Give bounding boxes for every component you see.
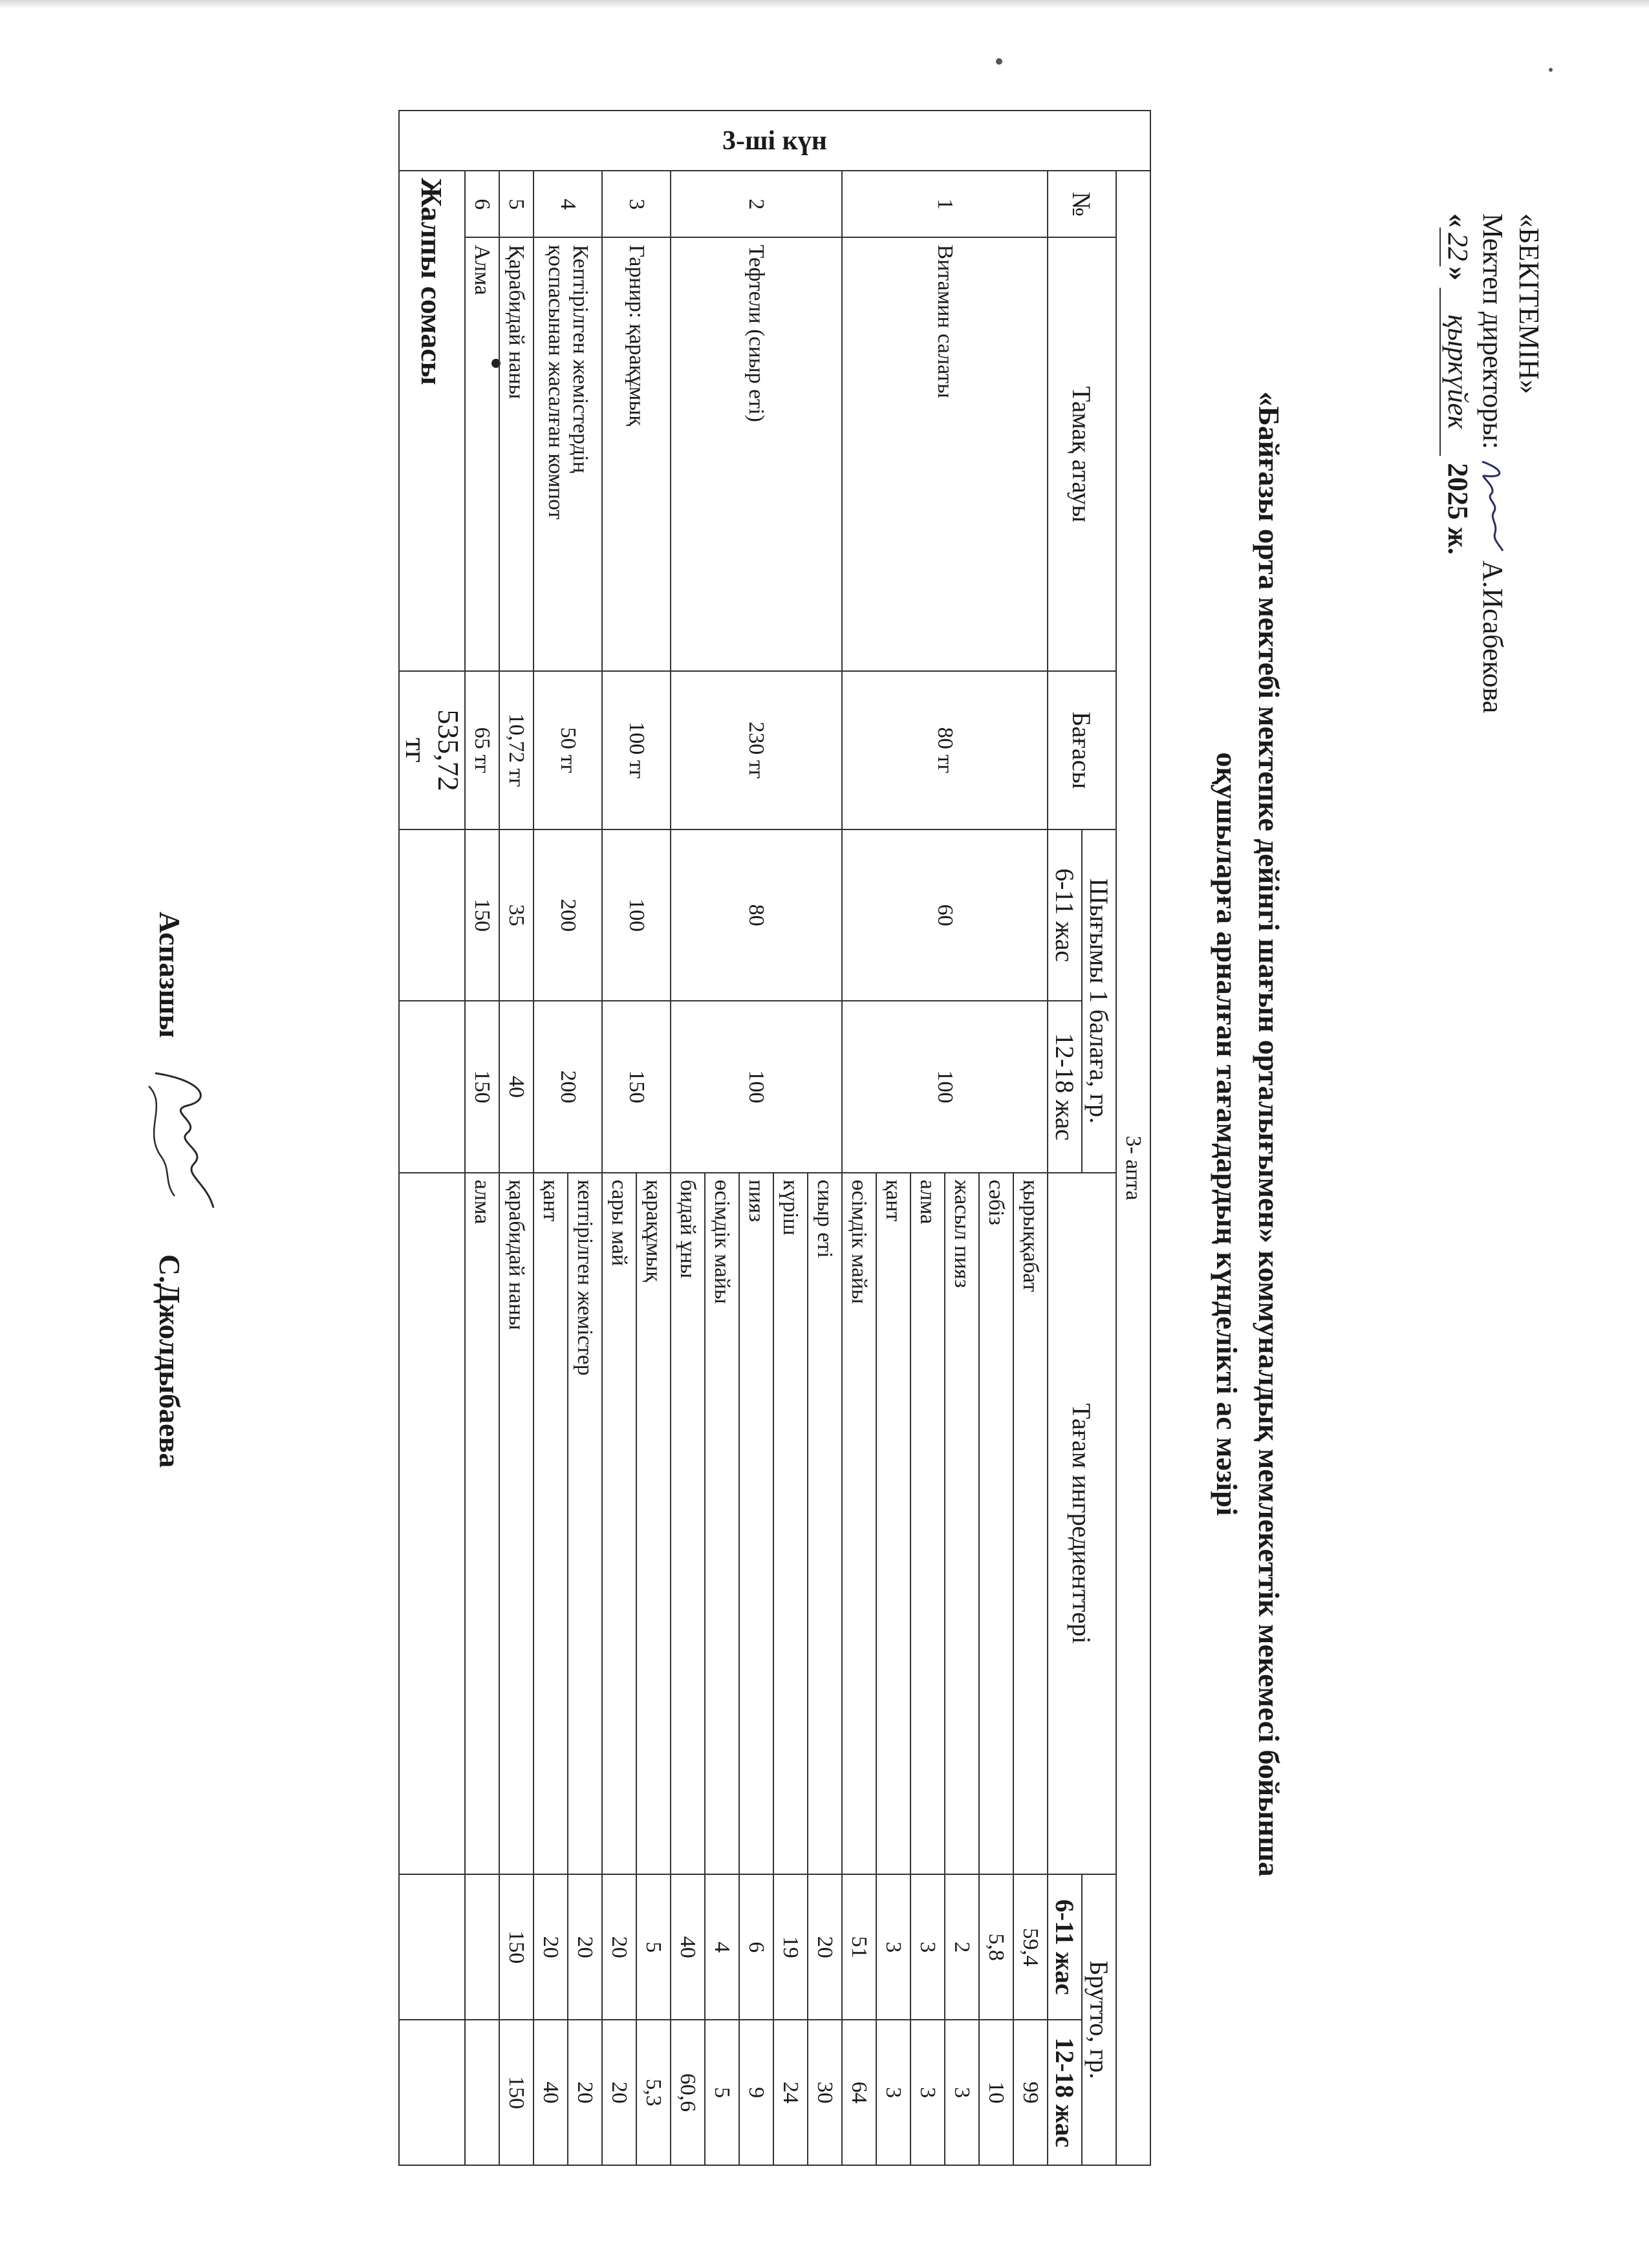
ingredient-brutto-old: 3 <box>876 2020 911 2165</box>
table-row <box>636 111 671 2165</box>
cook-name: С.Джолдыбаева <box>153 1254 186 1468</box>
ingredient-brutto-old: 5 <box>705 2020 739 2165</box>
empty-cell <box>399 829 465 1001</box>
ingredient-name: қант <box>876 1173 911 1875</box>
ingredient-brutto-young: 59,4 <box>1013 1874 1048 2020</box>
ingredient-brutto-old: 3 <box>911 2020 945 2165</box>
ingredient-brutto-young: 150 <box>499 1874 534 2020</box>
dish-name: Витамин салаты <box>842 237 1048 670</box>
empty-cell <box>399 1001 465 1172</box>
day-label: 3-ші күн <box>722 125 828 156</box>
week-label: 3- апта <box>1116 171 1150 2165</box>
dish-price: 50 тг <box>534 671 602 829</box>
ingredient-name: алма <box>465 1173 499 1875</box>
dish-price: 230 тг <box>671 671 842 829</box>
document-title-line2: оқушыларға арналған тағамдардың күнделікті ас мәзірі <box>1211 752 1244 1516</box>
empty-cell <box>399 1173 465 1875</box>
ingredient-name: пияз <box>739 1173 773 1875</box>
ingredient-brutto-young: 20 <box>568 1874 602 2020</box>
ingredient-name: бидай ұны <box>671 1173 705 1875</box>
ingredient-brutto-young: 4 <box>705 1874 739 2020</box>
dish-yield-young: 100 <box>602 829 671 1001</box>
header-yield-age-old: 12-18 жас <box>1048 1001 1082 1172</box>
ingredient-brutto-old: 60,6 <box>671 2020 705 2165</box>
ingredient-brutto-old: 64 <box>842 2020 876 2165</box>
total-value: 535,72 <box>432 709 465 791</box>
header-brutto-age-old: 12-18 жас <box>1048 2020 1082 2165</box>
table-row <box>1013 111 1048 2165</box>
dish-yield-old: 200 <box>534 1001 602 1172</box>
dish-name: Гарнир: қарақұмық <box>602 237 671 670</box>
dish-name <box>534 237 602 670</box>
total-value-cell <box>399 671 465 829</box>
ingredient-brutto-old: 24 <box>773 2020 808 2165</box>
ingredient-brutto-old: 9 <box>739 2020 773 2165</box>
ingredient-name: сиыр еті <box>808 1173 842 1875</box>
dish-yield-young: 200 <box>534 829 602 1001</box>
cook-label: Аспазшы <box>153 912 186 1038</box>
ingredient-brutto-young: 20 <box>808 1874 842 2020</box>
table-row <box>499 111 534 2165</box>
ingredient-name: өсімдік майы <box>842 1173 876 1875</box>
dish-price: 100 тг <box>602 671 671 829</box>
dish-yield-young: 150 <box>465 829 499 1001</box>
document-title-line1: «Байғазы орта мектебі мектепке дейінгі шағын орталығымен» коммуналдық мемлекеттік мекемесі бойынша <box>1253 391 1286 1877</box>
table-row <box>465 111 499 2165</box>
header-name: Тамақ атауы <box>1048 237 1116 670</box>
header-yield-age-young: 6-11 жас <box>1048 829 1082 1001</box>
dish-yield-young: 80 <box>671 829 842 1001</box>
ingredient-name: күріш <box>773 1173 808 1875</box>
dish-num: 1 <box>842 171 1048 237</box>
empty-cell <box>399 1874 465 2020</box>
date-open-quote: « <box>1442 213 1474 228</box>
total-row <box>399 111 465 2165</box>
header-brutto: Брутто, гр. <box>1082 1874 1116 2165</box>
menu-table <box>398 110 1151 2166</box>
ingredient-brutto-young: 6 <box>739 1874 773 2020</box>
dish-yield-young: 35 <box>499 829 534 1001</box>
director-name: А.Исабекова <box>1477 560 1509 714</box>
dish-num: 5 <box>499 171 534 237</box>
ingredient-brutto-old: 40 <box>534 2020 568 2165</box>
ingredient-name: алма <box>911 1173 945 1875</box>
ingredient-brutto-old: 10 <box>979 2020 1013 2165</box>
ingredient-name: сәбіз <box>979 1173 1013 1875</box>
header-row-week <box>1116 111 1150 2165</box>
ingredient-brutto-young: 3 <box>911 1874 945 2020</box>
ingredient-brutto-young: 5,8 <box>979 1874 1013 2020</box>
dish-num: 6 <box>465 171 499 237</box>
header-brutto-age-young: 6-11 жас <box>1048 1874 1082 2020</box>
dish-yield-old: 150 <box>465 1001 499 1172</box>
ingredient-name: қырыққабат <box>1013 1173 1048 1875</box>
ingredient-brutto-old <box>465 2020 499 2165</box>
date-month: қыркүйек <box>1439 288 1474 456</box>
ingredient-brutto-young: 20 <box>534 1874 568 2020</box>
header-yield: Шығымы 1 балаға, гр. <box>1082 829 1116 1173</box>
ingredient-brutto-old: 30 <box>808 2020 842 2165</box>
ingredient-brutto-young: 19 <box>773 1874 808 2020</box>
ingredient-brutto-young: 3 <box>876 1874 911 2020</box>
ingredient-brutto-old: 150 <box>499 2020 534 2165</box>
header-ingredients: Тағам ингредиенттері <box>1048 1173 1116 1875</box>
empty-cell <box>399 2020 465 2165</box>
director-label: Мектеп директоры: <box>1477 213 1509 449</box>
header-price: Бағасы <box>1048 671 1116 829</box>
ingredient-brutto-young: 2 <box>945 1874 979 2020</box>
director-signature <box>1474 456 1511 553</box>
header-row-main <box>1082 111 1116 2165</box>
ingredient-brutto-young: 5 <box>636 1874 671 2020</box>
ingredient-brutto-old: 99 <box>1013 2020 1048 2165</box>
date-day: 22 <box>1439 228 1474 266</box>
dish-name: Қарабидай наны <box>499 237 534 670</box>
ingredient-brutto-young: 51 <box>842 1874 876 2020</box>
ingredient-brutto-young: 40 <box>671 1874 705 2020</box>
ingredient-name: қарабидай наны <box>499 1173 534 1875</box>
director-line <box>1474 213 1511 713</box>
total-unit: тг <box>400 737 433 763</box>
day-label-cell <box>399 111 1150 171</box>
dish-name: Алма <box>465 237 499 670</box>
dish-name: Тефтели (сиыр еті) <box>671 237 842 670</box>
dish-price: 80 тг <box>842 671 1048 829</box>
ingredient-brutto-old: 3 <box>945 2020 979 2165</box>
ingredient-name: қарақұмық <box>636 1173 671 1875</box>
dish-yield-young: 60 <box>842 829 1048 1001</box>
approval-date <box>1439 213 1474 555</box>
ingredient-name: кептірілген жемістер <box>568 1173 602 1875</box>
dish-num: 2 <box>671 171 842 237</box>
dish-yield-old: 100 <box>842 1001 1048 1172</box>
dish-price: 10,72 тг <box>499 671 534 829</box>
table-row <box>808 111 842 2165</box>
date-close-quote: » <box>1442 266 1474 281</box>
ingredient-name: сары май <box>602 1173 636 1875</box>
ingredient-brutto-old: 20 <box>602 2020 636 2165</box>
dish-num: 3 <box>602 171 671 237</box>
ingredient-brutto-young <box>465 1874 499 2020</box>
dish-yield-old: 100 <box>671 1001 842 1172</box>
cook-signature <box>136 1060 226 1215</box>
total-label: Жалпы сомасы <box>399 171 465 671</box>
ingredient-name: қант <box>534 1173 568 1875</box>
table-row <box>568 111 602 2165</box>
dish-name-line2: қоспасынан жасалған компот <box>544 244 568 520</box>
ingredient-brutto-old: 5,3 <box>636 2020 671 2165</box>
dish-num: 4 <box>534 171 602 237</box>
ingredient-name: жасыл пияз <box>945 1173 979 1875</box>
ingredient-brutto-old: 20 <box>568 2020 602 2165</box>
approval-label: «БЕКІТЕМІН» <box>1513 213 1545 394</box>
dish-price: 65 тг <box>465 671 499 829</box>
dish-yield-old: 40 <box>499 1001 534 1172</box>
dish-yield-old: 150 <box>602 1001 671 1172</box>
dish-name-line1: Кептірілген жемістердің <box>568 244 592 473</box>
ingredient-brutto-young: 20 <box>602 1874 636 2020</box>
header-num: № <box>1048 171 1116 237</box>
date-year: 2025 ж. <box>1442 463 1474 555</box>
ingredient-name: өсімдік майы <box>705 1173 739 1875</box>
